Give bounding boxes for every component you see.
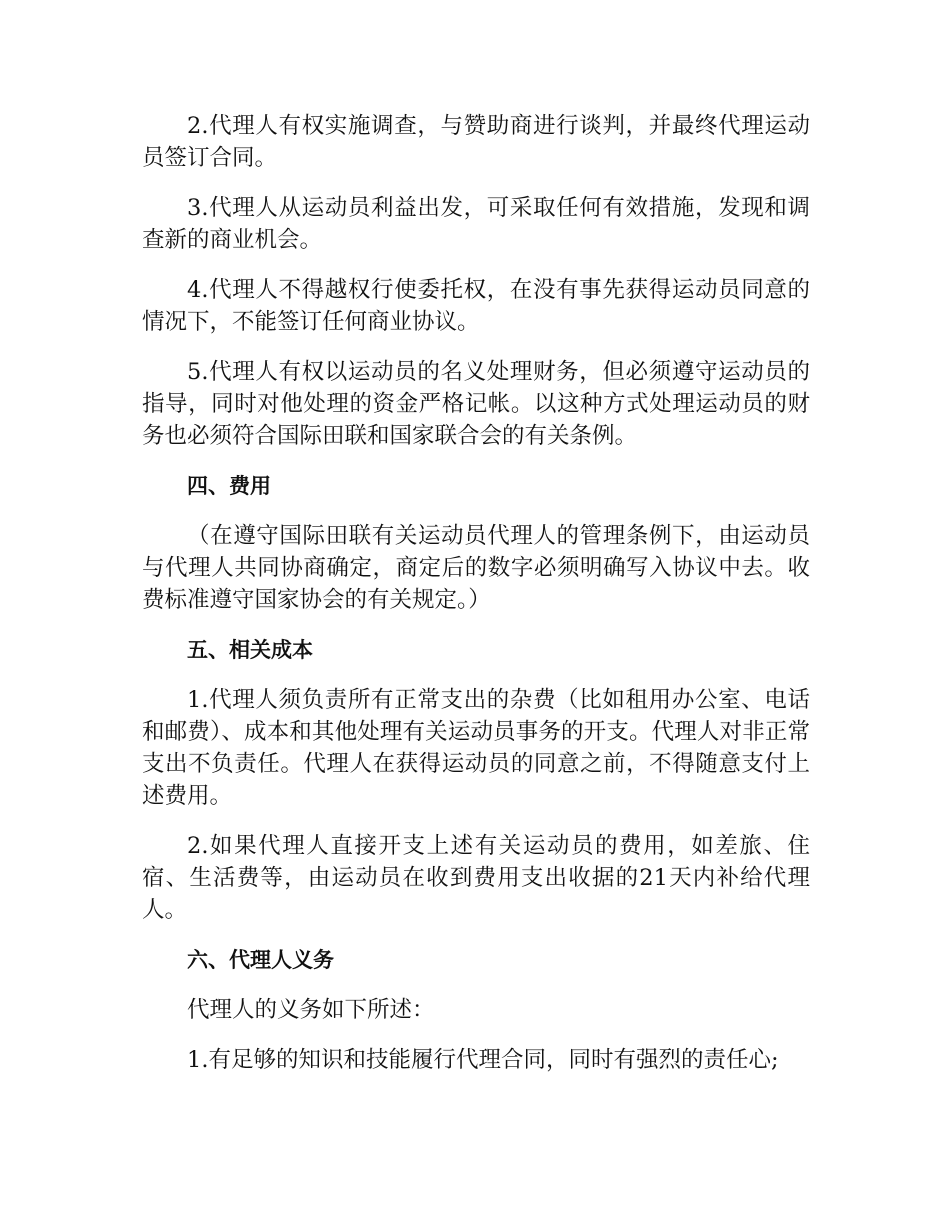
section-heading-agent-duties: 六、代理人义务 [187,948,334,972]
costs-clause-2: 2.如果代理人直接开支上述有关运动员的费用，如差旅、住宿、生活费等，由运动员在收到费用支出收据的21天内补给代理人。 [142,833,810,923]
clause-5-finance: 5.代理人有权以运动员的名义处理财务，但必须遵守运动员的指导，同时对他处理的资金严格记帐。以这种方式处理运动员的财务也必须符合国际田联和国家联合会的有关条例。 [142,359,810,449]
fees-paragraph: （在遵守国际田联有关运动员代理人的管理条例下，由运动员与代理人共同协商确定，商定后的数字必须明确写入协议中去。收费标准遵守国家协会的有关规定。） [142,523,810,613]
section-heading-costs: 五、相关成本 [187,638,313,662]
clause-4-authority-limit: 4.代理人不得越权行使委托权，在没有事先获得运动员同意的情况下，不能签订任何商业协议。 [142,277,810,335]
document-page [142,110,810,1094]
duties-clause-1: 1.有足够的知识和技能履行代理合同，同时有强烈的责任心; [187,1047,779,1073]
duties-intro: 代理人的义务如下所述： [187,997,435,1023]
section-heading-fees: 四、费用 [187,474,271,498]
clause-3-opportunities: 3.代理人从运动员利益出发，可采取任何有效措施，发现和调查新的商业机会。 [142,195,810,253]
clause-2-negotiation: 2.代理人有权实施调查，与赞助商进行谈判，并最终代理运动员签订合同。 [142,113,810,171]
costs-clause-1: 1.代理人须负责所有正常支出的杂费（比如租用办公室、电话和邮费）、成本和其他处理有关运动员事务的开支。代理人对非正常支出不负责任。代理人在获得运动员的同意之前，不得随意支付上述费用。 [142,687,810,809]
